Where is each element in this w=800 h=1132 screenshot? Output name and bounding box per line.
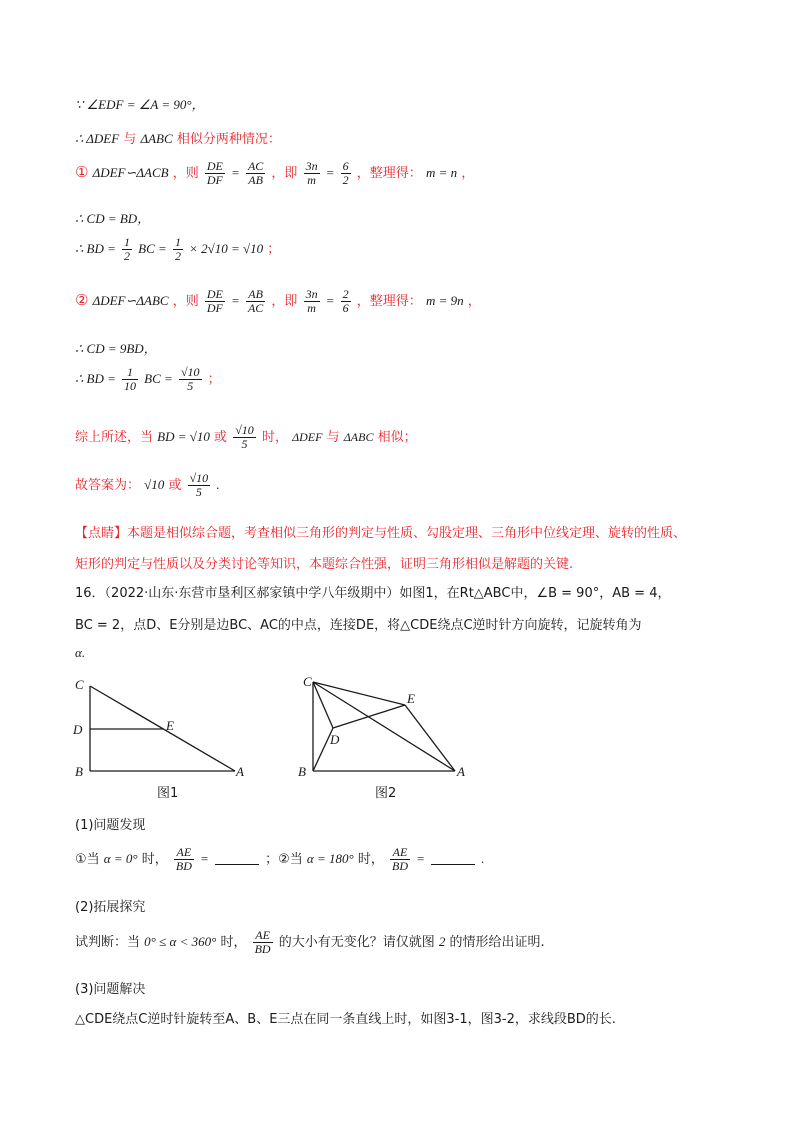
segment-de: [333, 705, 405, 728]
fraction-ae-bd: $\frac{AE}{BD}$: [391, 845, 408, 873]
equals-sign: =: [325, 165, 335, 180]
triangle-def: ∴ ΔDEF: [75, 131, 120, 146]
fraction-one-tenth: $\frac{1}{10}$: [124, 365, 137, 393]
word-or: 或: [214, 430, 228, 445]
bd-equals: ∴ BD =: [75, 241, 116, 256]
problem-16-line-2: BC = 2，点D、E分别是边BC、AC的中点，连接DE，将△CDE绕点C逆时针方向旋转，记旋转角为: [75, 618, 642, 633]
comment-line-2: 矩形的判定与性质以及分类讨论等知识，本题综合性强，证明三角形相似是解题的关键.: [75, 557, 574, 572]
part-1-heading: (1)问题发现: [75, 818, 146, 833]
answer-blank-2[interactable]: [431, 864, 475, 865]
problem-16-line-3: α.: [75, 645, 86, 660]
solution-line-cd-bd: [75, 208, 150, 227]
answer-line: [75, 472, 220, 499]
solution-line-bd-sqrt10: [75, 236, 280, 263]
alpha-180: α = 180°: [306, 851, 354, 866]
fraction-de-df: $\frac{DE}{DF}$: [206, 287, 223, 315]
figure-number: 2: [438, 934, 446, 949]
label-d: D: [73, 722, 83, 737]
fraction-ae-bd: $\frac{AE}{BD}$: [254, 928, 271, 956]
sqrt10-result: × 2√10 = √10: [189, 241, 264, 256]
case-1-line: [75, 160, 474, 187]
summary-line: [75, 424, 417, 451]
equals-sign: =: [231, 165, 240, 180]
figure-2: [295, 670, 480, 785]
case-2-result: m = 9n: [425, 293, 464, 308]
cd-equals-9bd: ∴ CD = 9BD，: [75, 341, 157, 356]
label-d: D: [330, 732, 340, 747]
part-2-heading: (2)拓展探究: [75, 900, 146, 915]
word-when: 时，: [261, 430, 288, 445]
bc-equals: BC =: [144, 371, 173, 386]
semicolon: ；: [267, 242, 281, 257]
label-b: B: [75, 764, 83, 779]
label-a: A: [236, 764, 244, 779]
q2-time: 时，: [357, 852, 384, 867]
fraction-one-half-2: $\frac{1}{2}$: [174, 235, 181, 263]
case-2-similarity: ΔDEF∽ΔABC: [92, 293, 169, 308]
label-a: A: [457, 764, 465, 779]
summary-prefix: 综上所述，当: [75, 430, 154, 445]
alpha-zero: α = 0°: [103, 851, 138, 866]
fraction-6-2: $\frac{6}{2}$: [342, 159, 349, 187]
answer-blank-1[interactable]: [215, 864, 259, 865]
label-e: E: [166, 718, 174, 733]
fraction-sqrt10-5: $\frac{√10}{5}$: [189, 471, 209, 499]
q1-when: ①当: [75, 852, 100, 867]
part-2-question: [75, 929, 545, 956]
fraction-ab-ac: $\frac{AB}{AC}$: [247, 287, 264, 315]
figure-1: [70, 676, 260, 786]
case-2-comma: ，: [467, 294, 481, 309]
answer-sqrt10: √10: [144, 477, 165, 492]
fraction-3n-m: $\frac{3n}{m}$: [305, 287, 318, 315]
segment-ce: [313, 682, 405, 705]
solution-line-bd-frac: [75, 366, 221, 393]
equals-sign: =: [231, 293, 240, 308]
case-1-comma: ，: [461, 166, 475, 181]
case-2-line: [75, 288, 481, 315]
case-1-ie: ，即: [271, 166, 298, 181]
part-3-heading: (3)问题解决: [75, 982, 146, 997]
test-time: 时，: [220, 935, 247, 950]
word-and: 与: [123, 132, 137, 147]
fraction-sqrt10-5: $\frac{√10}{5}$: [180, 365, 200, 393]
case-2-then: ，则: [172, 294, 199, 309]
case-2-marker: ②: [75, 291, 89, 309]
case-1-result: m = n: [425, 165, 458, 180]
case-1-marker: ①: [75, 163, 89, 181]
fraction-3n-m: $\frac{3n}{m}$: [305, 159, 318, 187]
given-angle-equality: ∵ ∠EDF = ∠A = 90°，: [75, 97, 205, 112]
fraction-ac-ab: $\frac{AC}{AB}$: [247, 159, 264, 187]
triangle-abc: ΔABC: [343, 430, 374, 444]
figure-1-caption: 图1: [157, 786, 179, 801]
test-when: 试判断：当: [75, 935, 141, 950]
case-2-ie: ，即: [271, 294, 298, 309]
fraction-one-half: $\frac{1}{2}$: [124, 235, 131, 263]
equals-sign: =: [416, 851, 425, 866]
label-b: B: [298, 764, 306, 779]
case-1-then: ，则: [172, 166, 199, 181]
segment-ea: [405, 705, 455, 771]
case-1-similarity: ΔDEF∽ΔACB: [92, 165, 169, 180]
solution-line-1: [75, 94, 205, 113]
period: .: [216, 477, 220, 492]
cd-equals-bd: ∴ CD = BD，: [75, 211, 151, 226]
word-or: 或: [168, 478, 182, 493]
fraction-2-6: $\frac{2}{6}$: [342, 287, 349, 315]
fraction-sqrt10-5: $\frac{√10}{5}$: [235, 423, 254, 451]
answer-prefix: 故答案为：: [75, 478, 141, 493]
case-1-simplify: ，整理得：: [356, 166, 422, 181]
fraction-ae-bd: $\frac{AE}{BD}$: [175, 845, 192, 873]
comment-line-1: 【点睛】本题是相似综合题，考查相似三角形的判定与性质、勾股定理、三角形中位线定理、旋转的性质、: [75, 526, 687, 541]
part-1-question: [75, 846, 484, 873]
problem-16-line-1: 16．（2022·山东·东营市垦利区郝家镇中学八年级期中）如图1，在Rt△ABC中，∠B = 90°，AB = 4，: [75, 586, 671, 601]
label-e: E: [407, 691, 415, 706]
equals-sign: =: [200, 851, 209, 866]
label-c: C: [303, 674, 312, 689]
figure-2-caption: 图2: [375, 786, 397, 801]
bd-sqrt10: BD = √10: [157, 429, 210, 444]
label-c: C: [75, 677, 84, 692]
solution-line-cd-9bd: [75, 338, 157, 357]
q1-time: 时，: [141, 852, 168, 867]
bc-equals: BC =: [138, 241, 167, 256]
bd-equals: ∴ BD =: [75, 371, 116, 386]
fraction-de-df: $\frac{DE}{DF}$: [206, 159, 223, 187]
case-2-simplify: ，整理得：: [356, 294, 422, 309]
triangle-def: ΔDEF: [292, 430, 323, 444]
two-cases-text: 相似分两种情况：: [176, 132, 281, 147]
q2-when: ；②当: [265, 852, 303, 867]
side-ca: [313, 682, 455, 771]
solution-line-2: [75, 128, 281, 147]
alpha-range: 0° ≤ α < 360°: [144, 934, 217, 949]
word-similar: 相似；: [377, 430, 417, 445]
test-question: 的大小有无变化？请仅就图: [278, 935, 435, 950]
period: .: [481, 851, 485, 866]
part-3-question: △CDE绕点C逆时针旋转至A、B、E三点在同一条直线上时，如图3-1，图3-2，求线段BD的长.: [75, 1012, 616, 1027]
test-proof: 的情形给出证明.: [449, 935, 545, 950]
equals-sign: =: [325, 293, 335, 308]
triangle-abc: ΔABC: [140, 131, 173, 146]
semicolon: ；: [207, 372, 221, 387]
word-and: 与: [326, 430, 340, 445]
